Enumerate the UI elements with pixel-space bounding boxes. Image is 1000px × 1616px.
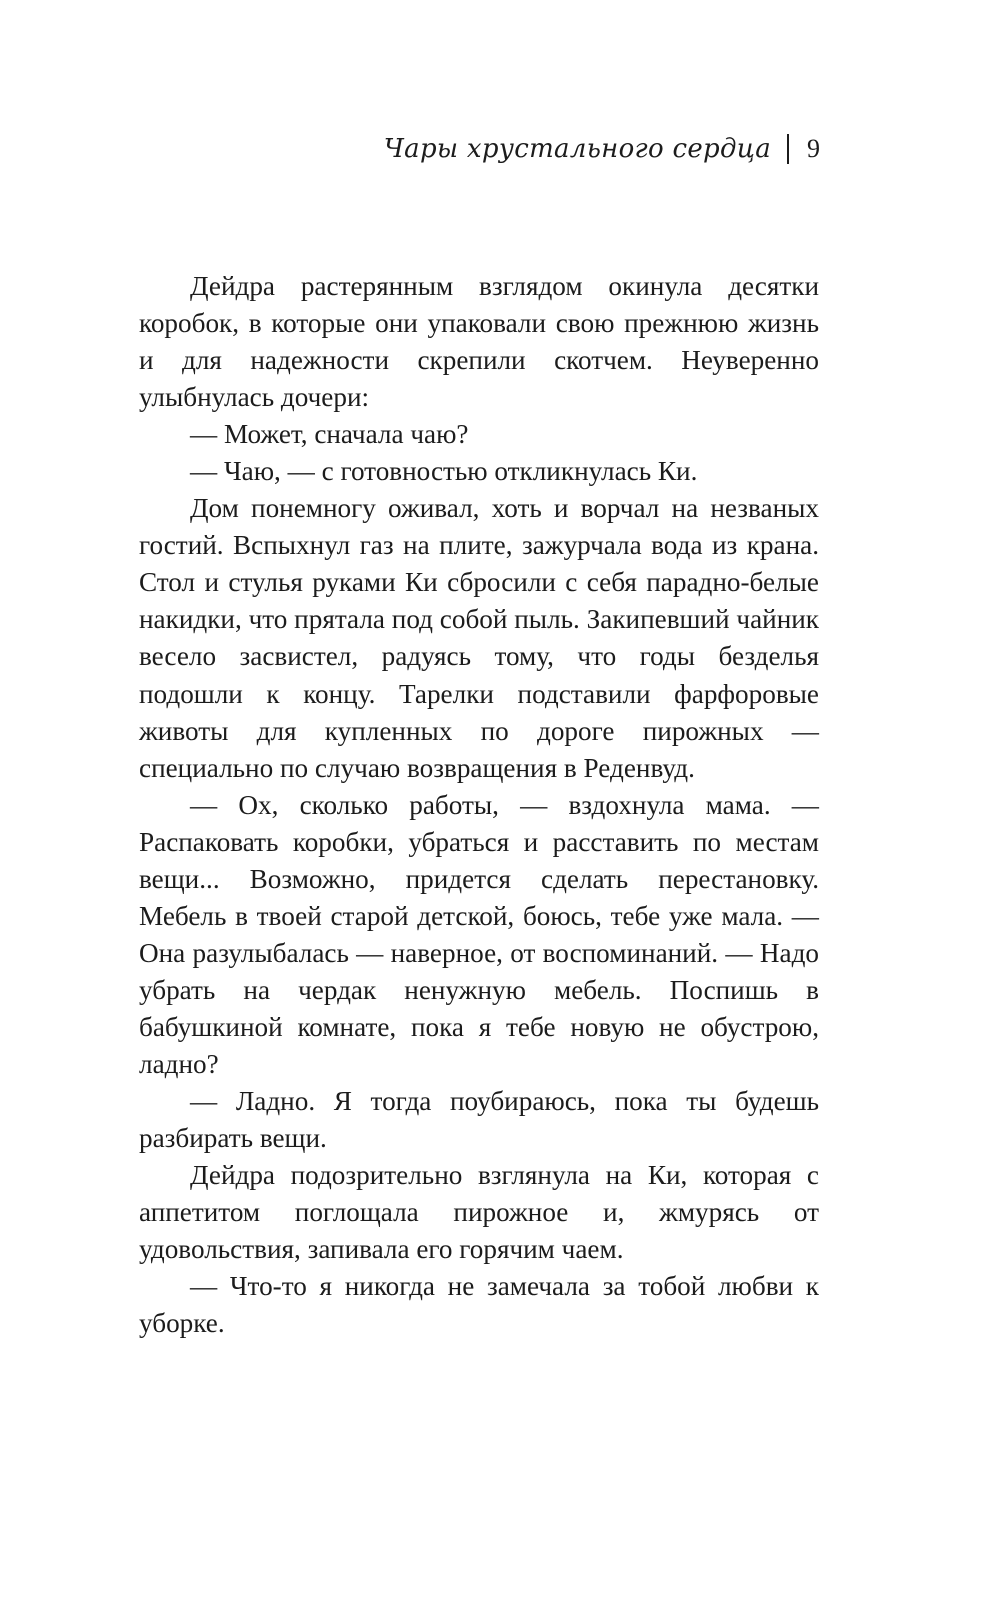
paragraph: — Может, сначала чаю? — [190, 419, 469, 450]
paragraph: — Ладно. Я тогда поубираюсь, пока ты будешь разбирать вещи. — [139, 1086, 819, 1154]
book-title: Чары хрустального сердца — [383, 134, 771, 164]
header-separator — [787, 134, 789, 164]
paragraph: Дейдра растерянным взглядом окинула десятки коробок, в которые они упаковали свою прежнюю жизнь и для надежности скрепили скотчем. Неуверенно улыбнулась дочери: — [139, 271, 819, 413]
paragraph: Дейдра подозрительно взглянула на Ки, которая с аппетитом поглощала пирожное и, жмурясь от удовольствия, запивала его горячим чаем. — [139, 1160, 819, 1265]
paragraph: — Чаю, — с готовностью откликнулась Ки. — [190, 456, 698, 487]
paragraph: — Ох, сколько работы, — вздохнула мама. — Распаковать коробки, убраться и расставить по местам вещи... Возможно, придется сделать перестановку. Мебель в твоей старой детской, боюсь, тебе уже мала. — Она разулыбалась — наверное, от воспоминаний. — Надо убрать на чердак ненужную мебель. Поспишь в бабушкиной комнате, пока я тебе новую не обустрою, ладно? — [139, 789, 819, 1079]
paragraph: Дом понемногу оживал, хоть и ворчал на незваных гостий. Вспыхнул газ на плите, зажурчала вода из крана. Стол и стулья руками Ки сбросили с себя парадно-белые накидки, что прятала под собой пыль. Закипевший чайник весело засвистел, радуясь тому, что годы безделья подошли к концу. Тарелки подставили фарфоровые животы для купленных по дороге пирожных — специально по случаю возвращения в Реденвуд. — [139, 493, 819, 783]
running-head — [384, 134, 820, 164]
body-text — [139, 268, 819, 1342]
paragraph: — Что-то я никогда не замечала за тобой любви к уборке. — [139, 1271, 819, 1339]
page-number: 9 — [807, 134, 820, 163]
